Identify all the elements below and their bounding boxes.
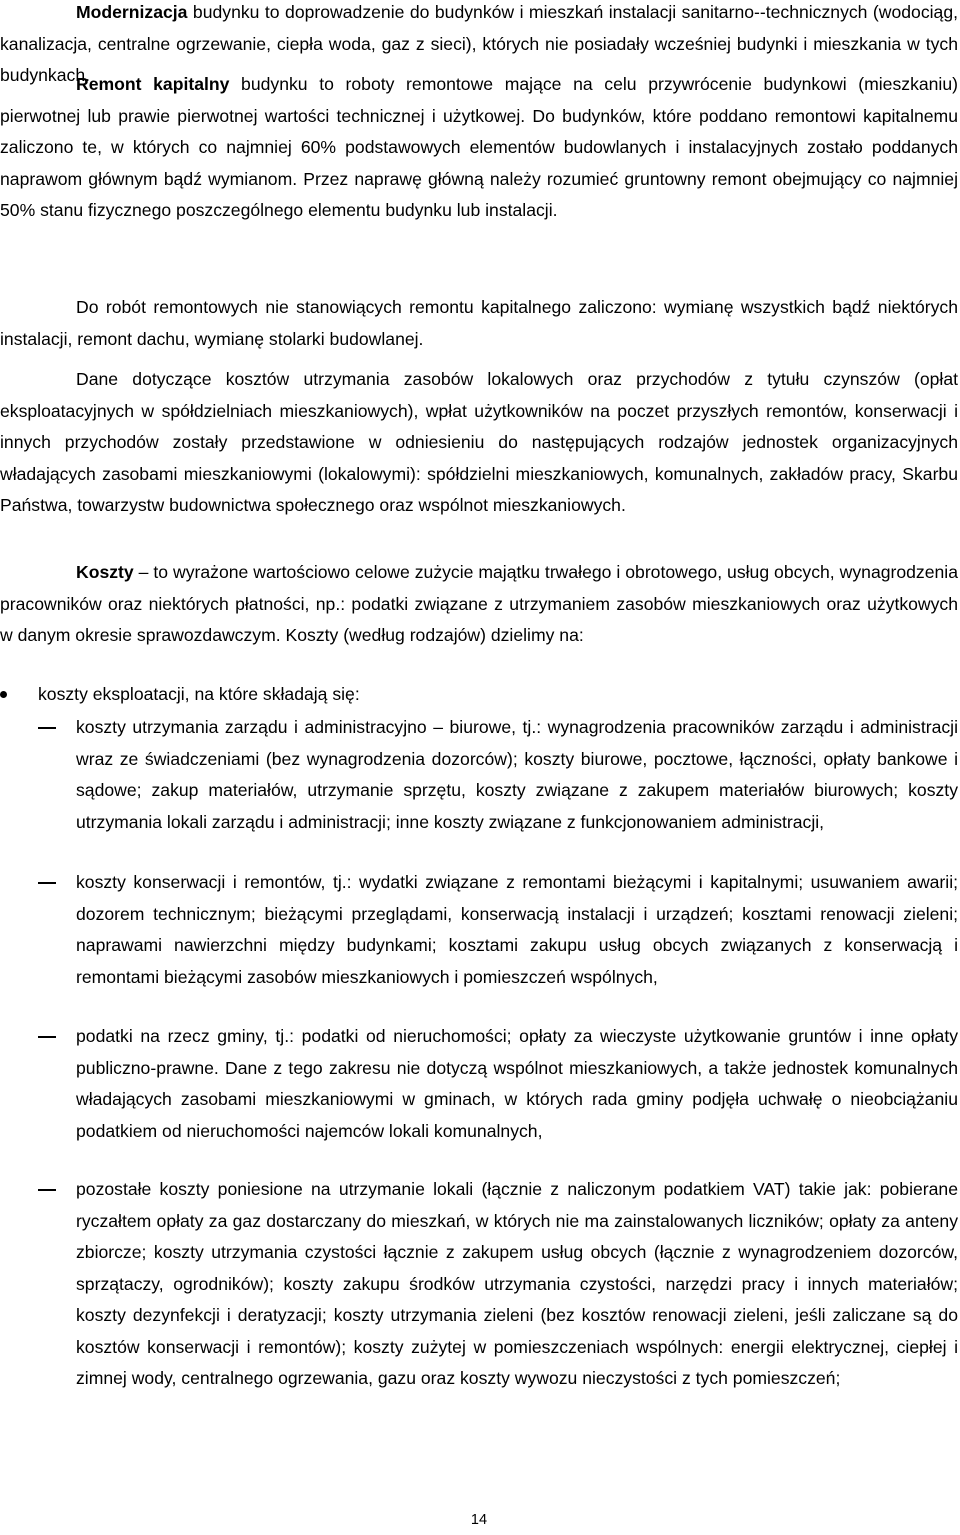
paragraph-koszty [0, 557, 958, 652]
dash-list-item-text: podatki na rzecz gminy, tj.: podatki od nieruchomości; opłaty za wieczyste użytkowanie gruntów i inne opłaty publiczno-prawne. Dane z tego zakresu nie dotyczą wspólnot mieszkaniowych, a także jednostek komunalnych władających zasobami mieszkaniowymi w gminach, w których rada gminy podjęła uchwałę o nieobciążaniu podatkiem od nieruchomości najemców lokali komunalnych, [76, 1026, 958, 1141]
paragraph-modernizacja-text: budynku to doprowadzenie do budynków i mieszkań instalacji sanitarno--technicznych (wodociąg, kanalizacja, centralne ogrzewanie, ciepła woda, gaz z sieci), których nie posiadały wcześniej budynki i mieszkania w tych budynkach. [0, 2, 958, 85]
paragraph-koszty-text: – to wyrażone wartościowo celowe zużycie majątku trwałego i obrotowego, usług obcych, wynagrodzenia pracowników oraz niektórych płatności, np.: podatki związane z utrzymaniem zasobów mieszkaniowych oraz użytkowych w danym okresie sprawozdawczym. Koszty (według rodzajów) dzielimy na: [0, 562, 958, 645]
dash-list-item [0, 1174, 958, 1395]
dash-icon [38, 727, 56, 729]
dash-icon [38, 882, 56, 884]
term-modernizacja: Modernizacja [76, 2, 188, 22]
page-number: 14 [470, 1512, 488, 1528]
bullet-item-text: koszty eksploatacji, na które składają się: [38, 684, 360, 704]
dash-list-item [0, 712, 958, 838]
dash-list-item [0, 1021, 958, 1147]
term-remont-kapitalny: Remont kapitalny [76, 74, 230, 94]
dash-icon [38, 1036, 56, 1038]
term-koszty: Koszty [76, 562, 134, 582]
paragraph-dane: Dane dotyczące kosztów utrzymania zasobów lokalowych oraz przychodów z tytułu czynszów (opłat eksploatacyjnych w spółdzielniach mieszkaniowych), wpłat użytkowników na poczet przyszłych remontów, konserwacji i innych przychodów zostały przedstawione w odniesieniu do następujących rodzajów jednostek organizacyjnych władających zasobami mieszkaniowymi (lokalowymi): spółdzielni mieszkaniowych, komunalnych, zakładów pracy, Skarbu Państwa, towarzystw budownictwa społecznego oraz wspólnot mieszkaniowych. [0, 369, 958, 515]
dash-list-item-text: pozostałe koszty poniesione na utrzymanie lokali (łącznie z naliczonym podatkiem VAT) takie jak: pobierane ryczałtem opłaty za gaz dostarczany do mieszkań, w których nie ma zainstalowanych liczników; opłaty za anteny zbiorcze; koszty utrzymania czystości łącznie z zakupem usług obcych (łącznie z wynagrodzeniem dozorców, sprzątaczy, ogrodników); koszty zakupu środków utrzymania czystości, narzędzi pracy i innych materiałów; koszty dezynfekcji i deratyzacji; koszty utrzymania zieleni (bez kosztów renowacji zieleni, jeśli zaliczane są do kosztów konserwacji i remontów); koszty zużytej w pomieszczeniach wspólnych: energii elektrycznej, ciepłej i zimnej wody, centralnego ogrzewania, gazu oraz koszty wywozu nieczystości z tych pomieszczeń; [76, 1179, 958, 1388]
bullet-dot-icon [0, 691, 7, 698]
dash-list-item-text: koszty konserwacji i remontów, tj.: wydatki związane z remontami bieżącymi i kapitalnymi; usuwaniem awarii; dozorem technicznym; bieżącymi przeglądami, konserwacją instalacji i urządzeń; kosztami renowacji zieleni; naprawami nawierzchni między budynkami; kosztami zakupu usług obcych związanych z konserwacją i remontami bieżącymi zasobów mieszkaniowych i pomieszczeń wspólnych, [76, 872, 958, 987]
paragraph-remont-kapitalny [0, 69, 958, 227]
dash-icon [38, 1189, 56, 1191]
paragraph-roboty-remontowe: Do robót remontowych nie stanowiących remontu kapitalnego zaliczono: wymianę wszystkich bądź niektórych instalacji, remont dachu, wymianę stolarki budowlanej. [0, 297, 958, 349]
paragraph-remont-text: budynku to roboty remontowe mające na celu przywrócenie budynkowi (mieszkaniu) pierwotnej lub prawie pierwotnej wartości technicznej i użytkowej. Do budynków, które poddano remontowi kapitalnemu zaliczono te, w których co najmniej 60% podstawowych elementów budowlanych i instalacyjnych zostało poddanych naprawom głównym bądź wymianom. Przez naprawę główną należy rozumieć gruntowny remont obejmujący co najmniej 50% stanu fizycznego poszczególnego elementu budynku lub instalacji. [0, 74, 958, 220]
dash-list-item-text: koszty utrzymania zarządu i administracyjno – biurowe, tj.: wynagrodzenia pracowników zarządu i administracji wraz ze świadczeniami (bez wynagrodzenia dozorców); koszty biurowe, pocztowe, łączności, opłaty bankowe i sądowe; zakup materiałów, utrzymanie sprzętu, koszty związane z zakupem materiałów biurowych; koszty utrzymania lokali zarządu i administracji; inne koszty związane z funkcjonowaniem administracji, [76, 717, 958, 832]
dash-list-item [0, 867, 958, 993]
